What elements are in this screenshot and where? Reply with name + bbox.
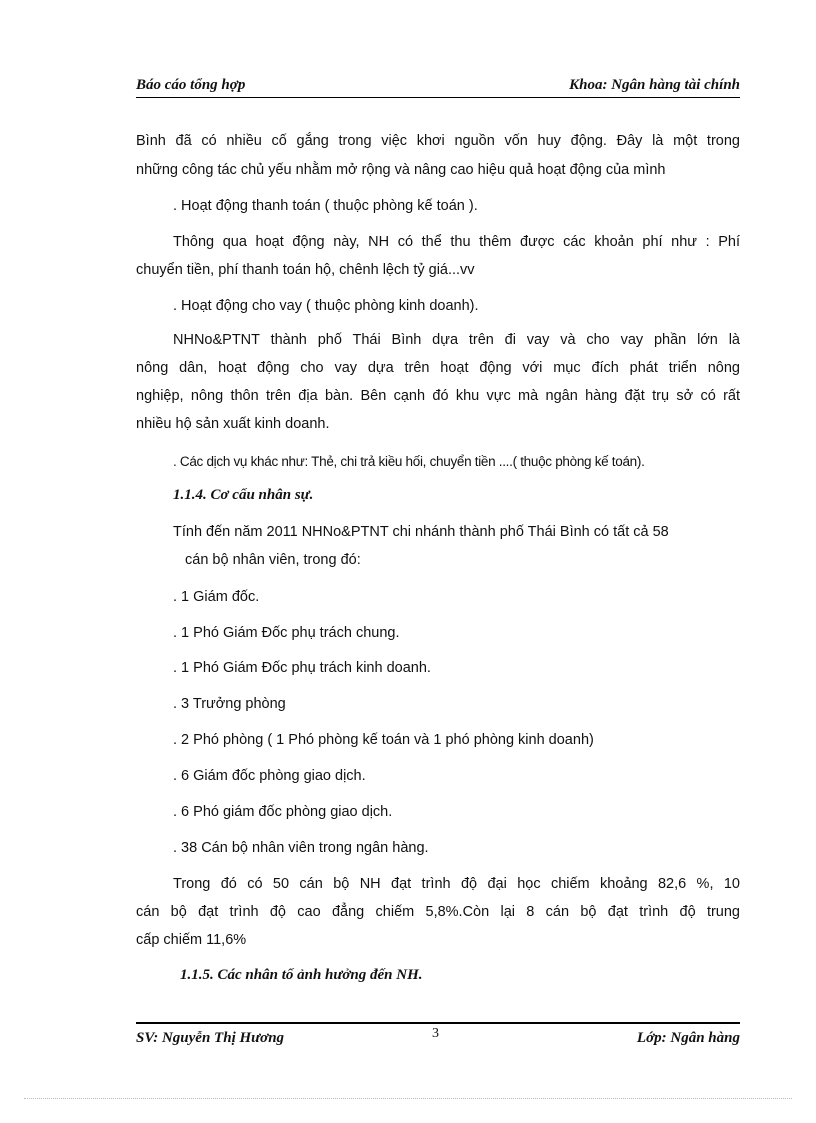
paragraph-line: . Các dịch vụ khác như: Thẻ, chi trả kiều hối, chuyển tiền ....( thuộc phòng kế toán). xyxy=(173,454,645,469)
header-report-title: Báo cáo tổng hợp xyxy=(136,77,246,93)
list-item: . 6 Phó giám đốc phòng giao dịch. xyxy=(173,804,393,820)
list-item: . 3 Trưởng phòng xyxy=(173,696,286,712)
list-item: . 38 Cán bộ nhân viên trong ngân hàng. xyxy=(173,840,429,856)
paragraph-line: nhiều hộ sản xuất kinh doanh. xyxy=(136,416,330,432)
list-item: . 2 Phó phòng ( 1 Phó phòng kế toán và 1 phó phòng kinh doanh) xyxy=(173,732,594,748)
page-header xyxy=(136,75,740,98)
footer-class: Lớp: Ngân hàng xyxy=(636,1030,740,1046)
list-item: . 1 Giám đốc. xyxy=(173,589,260,605)
list-item: . 1 Phó Giám Đốc phụ trách kinh doanh. xyxy=(173,660,431,676)
paragraph-line: NHNo&PTNT thành phố Thái Bình dựa trên đi vay và cho vay phần lớn là xyxy=(173,332,740,348)
section-heading: 1.1.5. Các nhân tố ảnh hưởng đến NH. xyxy=(180,967,423,983)
paragraph-line: nông dân, hoạt động cho vay dựa trên hoạt động với mục đích phát triển nông xyxy=(136,360,740,376)
page-number: 3 xyxy=(432,1026,439,1041)
page-footer xyxy=(136,1022,740,1052)
paragraph-line: Tính đến năm 2011 NHNo&PTNT chi nhánh thành phố Thái Bình có tất cả 58 xyxy=(173,524,669,540)
paragraph-line: chuyển tiền, phí thanh toán hộ, chênh lệch tỷ giá...vv xyxy=(136,262,475,278)
paragraph-line: Thông qua hoạt động này, NH có thể thu thêm được các khoản phí như : Phí xyxy=(173,234,740,250)
page-bottom-divider xyxy=(24,1098,792,1099)
paragraph-line: Bình đã có nhiều cố gắng trong việc khơi nguồn vốn huy động. Đây là một trong xyxy=(136,133,740,149)
list-item: . 1 Phó Giám Đốc phụ trách chung. xyxy=(173,625,400,641)
paragraph-line: cán bộ nhân viên, trong đó: xyxy=(185,552,361,568)
paragraph-line: cán bộ đạt trình độ cao đẳng chiếm 5,8%.Còn lại 8 cán bộ đạt trình độ trung xyxy=(136,904,740,920)
paragraph-line: nghiệp, nông thôn trên địa bàn. Bên cạnh đó khu vực mà ngân hàng đặt trụ sở có rất xyxy=(136,388,740,404)
paragraph-line: những công tác chủ yếu nhằm mở rộng và nâng cao hiệu quả hoạt động của mình xyxy=(136,162,666,178)
paragraph-line: Trong đó có 50 cán bộ NH đạt trình độ đại học chiếm khoảng 82,6 %, 10 xyxy=(173,876,740,892)
section-heading: 1.1.4. Cơ cấu nhân sự. xyxy=(173,487,314,503)
paragraph-line: cấp chiếm 11,6% xyxy=(136,932,247,948)
list-item: . 6 Giám đốc phòng giao dịch. xyxy=(173,768,366,784)
header-faculty: Khoa: Ngân hàng tài chính xyxy=(569,77,740,93)
paragraph-line: . Hoạt động thanh toán ( thuộc phòng kế toán ). xyxy=(173,198,478,214)
footer-student-name: SV: Nguyễn Thị Hương xyxy=(136,1030,285,1046)
paragraph-line: . Hoạt động cho vay ( thuộc phòng kinh doanh). xyxy=(173,298,479,314)
